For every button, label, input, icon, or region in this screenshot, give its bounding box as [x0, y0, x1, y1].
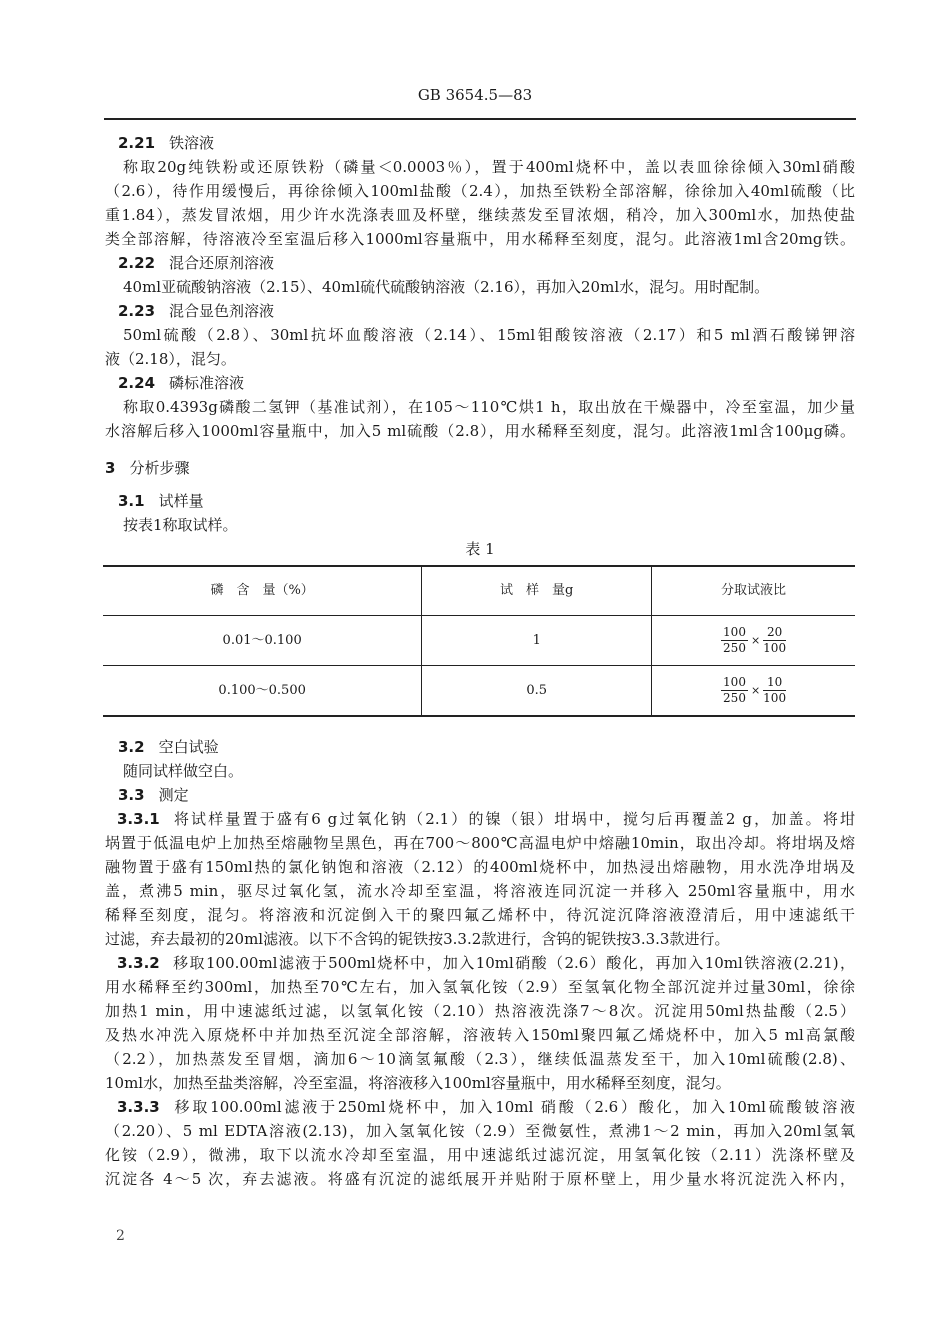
section-number: 3.1 [118, 492, 145, 510]
paragraph-line: 盖，煮沸5 min，驱尽过氧化氢，流水冷却至室温，将溶液连同沉淀一并移入 250ml容量瓶中，用水 [105, 882, 855, 900]
multiply-sign: × [750, 683, 761, 697]
section-number: 3.3 [118, 786, 145, 804]
section-heading-3-2 [105, 735, 855, 759]
section-heading-2-24 [105, 371, 855, 395]
section-title: 磷标准溶液 [169, 374, 245, 392]
chapter-number: 3 [105, 459, 116, 477]
paragraph-line: 加热1 min，用中速滤纸过滤，以氢氧化铵（2.10）热溶液洗涤7～8次。沉淀用50ml热盐酸（2.5） [105, 1002, 855, 1020]
section-title: 空白试验 [158, 738, 219, 756]
section-title: 试样量 [158, 492, 204, 510]
section-number: 2.21 [118, 134, 156, 152]
section-title: 测定 [158, 786, 189, 804]
paragraph-line: 及热水冲洗入原烧杯中并加热至沉淀全部溶解，溶液转入150ml聚四氟乙烯烧杯中，加入5 ml高氯酸 [105, 1026, 855, 1044]
denominator: 100 [763, 641, 787, 655]
table-row [103, 666, 855, 717]
denominator: 100 [763, 691, 787, 705]
section-heading-3-3 [105, 783, 855, 807]
cell-aliquot-ratio [652, 666, 855, 717]
numerator: 100 [723, 625, 746, 639]
chapter-heading-3 [105, 456, 855, 480]
paragraph-line: 随同试样做空白。 [123, 762, 244, 780]
paragraph-line: 水溶解后移入1000ml容量瓶中，加入5 ml硫酸（2.8），用水稀释至刻度，混匀。此溶液1ml含100μg磷。 [105, 422, 855, 440]
column-header-aliquot-ratio: 分取试液比 [652, 566, 855, 616]
cell-content-range: 0.100～0.500 [103, 666, 422, 717]
clause-number: 3.3.3 [117, 1098, 160, 1116]
paragraph-line: 类全部溶解，待溶液冷至室温后移入1000ml容量瓶中，用水稀释至刻度，混匀。此溶液1ml含20mg铁。 [105, 230, 855, 248]
paragraph-line: 按表1称取试样。 [123, 516, 238, 534]
paragraph-line: 50ml硫酸（2.8）、30ml抗坏血酸溶液（2.14）、15ml钼酸铵溶液（2.17）和5 ml酒石酸锑钾溶 [123, 326, 855, 344]
paragraph-line: 埚置于低温电炉上加热至熔融物呈黑色，再在700～800℃高温电炉中熔融10min，取出冷却。将坩埚及熔 [105, 834, 855, 852]
header-rule [104, 118, 856, 120]
cell-sample-mass: 1 [422, 616, 652, 666]
column-header-sample-mass: 试 样 量g [422, 566, 652, 616]
paragraph-line: 液（2.18），混匀。 [105, 350, 236, 368]
section-title: 铁溶液 [169, 134, 215, 152]
document-code-header: GB 3654.5—83 [417, 86, 533, 104]
paragraph-line: 化铵（2.9），微沸，取下以流水冷却至室温，用中速滤纸过滤沉淀，用氢氧化铵（2.11）洗涤杯壁及 [105, 1146, 855, 1164]
paragraph-line: 10ml水，加热至盐类溶解，冷至室温，将溶液移入100ml容量瓶中，用水稀释至刻度，混匀。 [105, 1074, 731, 1092]
paragraph-line: 过滤，弃去最初的20ml滤液。以下不含钨的铌铁按3.3.2款进行，含钨的铌铁按3.3.3款进行。 [105, 930, 730, 948]
fraction [721, 625, 748, 656]
table-header-row [103, 566, 855, 616]
page-number: 2 [116, 1228, 125, 1244]
section-heading-3-1 [105, 489, 855, 513]
section-heading-2-23 [105, 299, 855, 323]
clause-number: 3.3.2 [117, 954, 160, 972]
paragraph-line: 40ml亚硫酸钠溶液（2.15）、40ml硫代硫酸钠溶液（2.16），再加入20ml水，混匀。用时配制。 [123, 278, 770, 296]
paragraph-line: （2.6），待作用缓慢后，再徐徐倾入100ml盐酸（2.4），加热至铁粉全部溶解，徐徐加入40ml硫酸（比 [105, 182, 855, 200]
clause-number: 3.3.1 [117, 810, 160, 828]
table-row [103, 616, 855, 666]
paragraph-line: （2.20）、5 ml EDTA溶液(2.13)，加入氢氧化铵（2.9）至微氨性，煮沸1～2 min，再加入20ml氢氧 [105, 1122, 855, 1140]
fraction [763, 675, 786, 706]
denominator: 250 [723, 691, 746, 705]
cell-aliquot-ratio [652, 616, 855, 666]
paragraph-line: 稀释至刻度，混匀。将溶液和沉淀倒入干的聚四氟乙烯杯中，待沉淀沉降溶液澄清后，用中速滤纸干 [105, 906, 855, 924]
cell-sample-mass: 0.5 [422, 666, 652, 717]
section-title: 混合显色剂溶液 [169, 302, 275, 320]
section-number: 2.22 [118, 254, 156, 272]
section-heading-2-22 [105, 251, 855, 275]
column-header-phosphorus-content: 磷 含 量（%） [210, 583, 314, 598]
fraction [763, 625, 786, 656]
paragraph-line [105, 951, 855, 975]
cell-content-range: 0.01～0.100 [103, 616, 422, 666]
fraction [721, 675, 748, 706]
section-number: 2.23 [118, 302, 156, 320]
paragraph-line: 称取0.4393g磷酸二氢钾（基准试剂），在105～110℃烘1 h，取出放在干燥器中，冷至室温，加少量 [123, 398, 855, 416]
numerator: 100 [723, 675, 746, 689]
paragraph-line [105, 1095, 855, 1119]
document-body [105, 131, 855, 1191]
section-number: 2.24 [118, 374, 156, 392]
paragraph-line: 用水稀释至约300ml，加热至70℃左右，加入氢氧化铵（2.9）至氢氧化物全部沉淀并过量30ml，徐徐 [105, 978, 855, 996]
section-heading-2-21 [105, 131, 855, 155]
clause-text: 移取100.00ml滤液于250ml烧杯中，加入10ml 硝酸（2.6）酸化，加入10ml硫酸铍溶液 [171, 1098, 855, 1116]
paragraph-line: 沉淀各 4～5 次，弃去滤液。将盛有沉淀的滤纸展开并贴附于原杯壁上，用少量水将沉淀洗入杯内， [105, 1170, 855, 1188]
denominator: 250 [723, 641, 746, 655]
numerator: 10 [763, 675, 786, 691]
paragraph-line: 融物置于盛有150ml热的氯化钠饱和溶液（2.12）的400ml烧杯中，加热浸出熔融物，用水洗净坩埚及 [105, 858, 855, 876]
clause-text: 将试样量置于盛有6 g过氧化钠（2.1）的镍（银）坩埚中，搅匀后再覆盖2 g，加盖。将坩 [171, 810, 855, 828]
paragraph-line: 称取20g纯铁粉或还原铁粉（磷量＜0.0003％），置于400ml烧杯中，盖以表皿徐徐倾入30ml硝酸 [123, 158, 855, 176]
multiply-sign: × [750, 633, 761, 647]
paragraph-line: （2.2），加热蒸发至冒烟，滴加6～10滴氢氟酸（2.3），继续低温蒸发至干，加入10ml硫酸(2.8)、 [105, 1050, 855, 1068]
table-caption: 表 1 [465, 540, 495, 558]
paragraph-line: 重1.84），蒸发冒浓烟，用少许水洗涤表皿及杯壁，继续蒸发至冒浓烟，稍冷，加入300ml水，加热使盐 [105, 206, 855, 224]
sample-mass-table [103, 565, 855, 717]
paragraph-line [105, 807, 855, 831]
chapter-title: 分析步骤 [129, 459, 190, 477]
section-number: 3.2 [118, 738, 145, 756]
numerator: 20 [763, 625, 786, 641]
section-title: 混合还原剂溶液 [169, 254, 275, 272]
clause-text: 移取100.00ml滤液于500ml烧杯中，加入10ml硝酸（2.6）酸化，再加入10ml铁溶液(2.21)， [171, 954, 855, 972]
